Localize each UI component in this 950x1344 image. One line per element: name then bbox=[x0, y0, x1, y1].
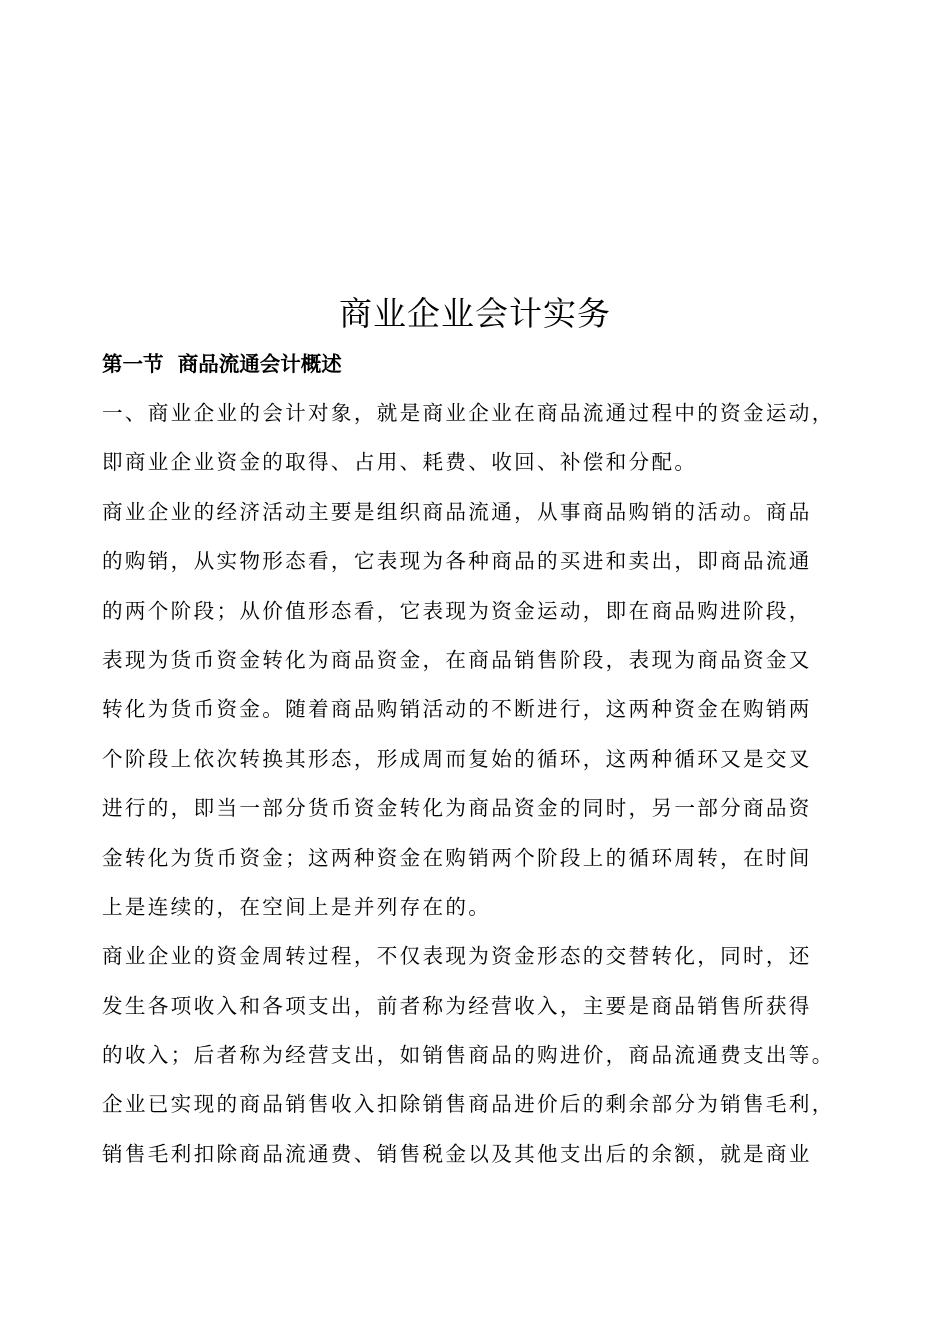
text-line: 的购销，从实物形态看，它表现为各种商品的买进和卖出，即商品流通 bbox=[102, 549, 812, 574]
text-line: 商业企业的资金周转过程，不仅表现为资金形态的交替转化，同时，还 bbox=[102, 944, 812, 969]
text-line: 一、商业企业的会计对象，就是商业企业在商品流通过程中的资金运动， bbox=[102, 401, 835, 425]
text-line: 发生各项收入和各项支出，前者称为经营收入，主要是商品销售所获得 bbox=[102, 993, 812, 1018]
text-line: 的两个阶段；从价值形态看，它表现为资金运动，即在商品购进阶段， bbox=[102, 598, 812, 623]
document-title: 商业企业会计实务 bbox=[339, 294, 611, 333]
text-line: 的收入；后者称为经营支出，如销售商品的购进价，商品流通费支出等。 bbox=[102, 1043, 835, 1068]
text-line: 销售毛利扣除商品流通费、销售税金以及其他支出后的余额，就是商业 bbox=[102, 1141, 812, 1166]
text-line: 企业已实现的商品销售收入扣除销售商品进价后的剩余部分为销售毛利， bbox=[102, 1092, 835, 1117]
text-line: 转化为货币资金。随着商品购销活动的不断进行，这两种资金在购销两 bbox=[102, 697, 812, 722]
body-text bbox=[102, 397, 942, 1187]
text-line: 进行的，即当一部分货币资金转化为商品资金的同时，另一部分商品资 bbox=[102, 796, 812, 821]
text-line: 表现为货币资金转化为商品资金，在商品销售阶段，表现为商品资金又 bbox=[102, 647, 812, 672]
text-line: 个阶段上依次转换其形态，形成周而复始的循环，这两种循环又是交叉 bbox=[102, 746, 812, 771]
text-line: 金转化为货币资金；这两种资金在购销两个阶段上的循环周转，在时间 bbox=[102, 845, 812, 870]
text-line: 上是连续的，在空间上是并列存在的。 bbox=[102, 894, 492, 919]
text-line: 即商业企业资金的取得、占用、耗费、收回、补偿和分配。 bbox=[102, 450, 698, 475]
section-heading: 第一节 商品流通会计概述 bbox=[102, 352, 342, 376]
text-line: 商业企业的经济活动主要是组织商品流通，从事商品购销的活动。商品 bbox=[102, 499, 812, 524]
